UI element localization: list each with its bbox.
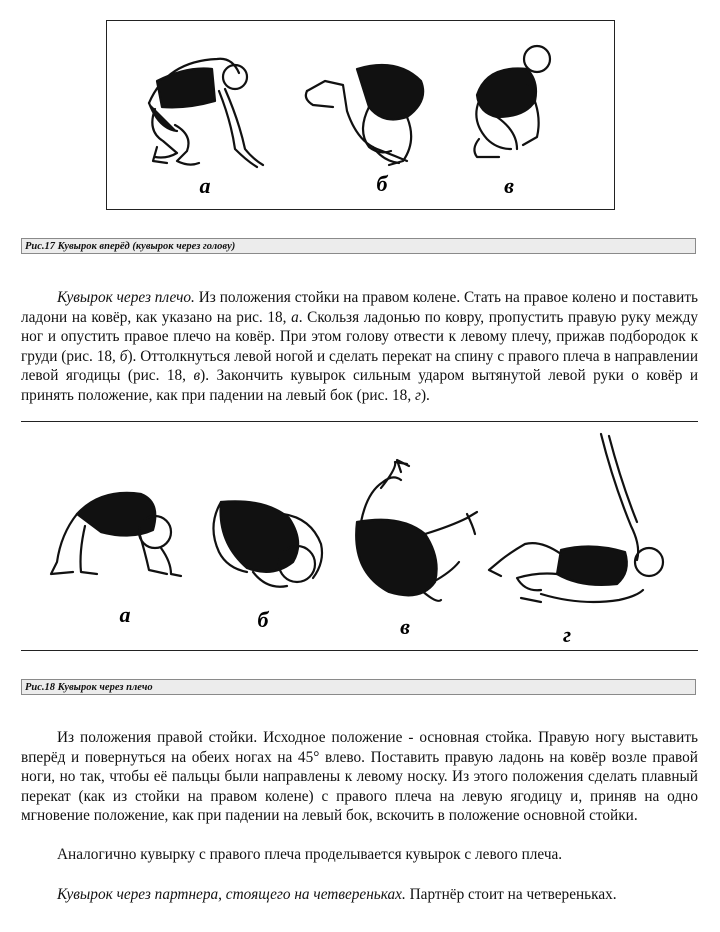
figure-17-label-v: в bbox=[504, 173, 514, 198]
figure-18b-athlete bbox=[213, 501, 322, 586]
figure-18-caption: Рис.18 Кувырок через плечо bbox=[21, 679, 696, 695]
figure-18a-athlete bbox=[51, 493, 181, 576]
figure-ref: в bbox=[193, 367, 201, 385]
figure-18-label-b: б bbox=[257, 607, 269, 632]
figure-ref: а bbox=[291, 308, 299, 326]
forward-roll-drawing bbox=[107, 21, 614, 209]
paragraph-text: Партнёр стоит на четвереньках. bbox=[405, 886, 617, 903]
paragraph-text: Из положения стойки на правом колене. Стать на правое колено и поставить ладони на ковёр, как указано на рис. 18, bbox=[21, 289, 698, 326]
figure-17b-athlete bbox=[306, 65, 423, 165]
paragraph-right-stance: Из положения правой стойки. Исходное положение - основная стойка. Правую ногу выставить вперёд и повернуться на обеих ногах на 45° влево. Поставить правую ладонь на ковёр возле правой ноги, но так, чтобы её пальцы были направлены к левому носку. Из этого положения сделать плавный перекат (как из стойки на правом колене) с правого плеча на левую ягодицу и, приняв на одно мгновение положение, как при падении на левый бок, вскочить в положение основной стойки. bbox=[21, 729, 698, 825]
paragraph-left-shoulder: Аналогично кувырку с правого плеча проделывается кувырок с левого плеча. bbox=[57, 846, 563, 863]
paragraph-partner-roll bbox=[21, 885, 698, 905]
paragraph-text: ). Оттолкнуться левой ногой и сделать перекат на спину с правого плеча в направлении левой ягодицы (рис. 18, bbox=[21, 347, 699, 385]
paragraph-lead-shoulder-roll: Кувырок через плечо. bbox=[57, 289, 195, 306]
figure-18v-athlete bbox=[356, 460, 477, 601]
figure-17a-athlete bbox=[149, 59, 263, 167]
paragraph-lead-partner-roll: Кувырок через партнера, стоящего на четвереньках. bbox=[57, 886, 406, 903]
paragraph-text: ). bbox=[420, 386, 430, 404]
figure-ref: г bbox=[414, 386, 421, 404]
shoulder-roll-drawing bbox=[21, 422, 698, 650]
figure-18g-athlete bbox=[489, 434, 663, 602]
figure-18-label-a: а bbox=[119, 602, 131, 627]
paragraph-text: ). Закончить кувырок сильным ударом вытянутой левой руки о ковёр и принять положение, как при падении на левый бок (рис. 18, bbox=[21, 367, 699, 404]
paragraph-text: . Скользя ладонью по ковру, пропустить правую руку между ног и опустить правое плечо на ковёр. При этом голову отвести к левому плечу, прижав подбородок к груди (рис. 18, bbox=[21, 308, 698, 365]
figure-18-label-v: в bbox=[400, 614, 410, 639]
figure-18-illustration bbox=[21, 421, 698, 651]
figure-17-illustration bbox=[106, 20, 615, 210]
figure-17-label-a: а bbox=[199, 173, 211, 198]
figure-17-caption: Рис.17 Кувырок вперёд (кувырок через голову) bbox=[21, 238, 696, 254]
paragraph-shoulder-roll bbox=[21, 288, 698, 406]
figure-ref: б bbox=[119, 347, 128, 365]
figure-17-label-b: б bbox=[376, 171, 388, 196]
figure-17v-athlete bbox=[474, 46, 550, 157]
figure-18-label-g: г bbox=[562, 622, 572, 647]
